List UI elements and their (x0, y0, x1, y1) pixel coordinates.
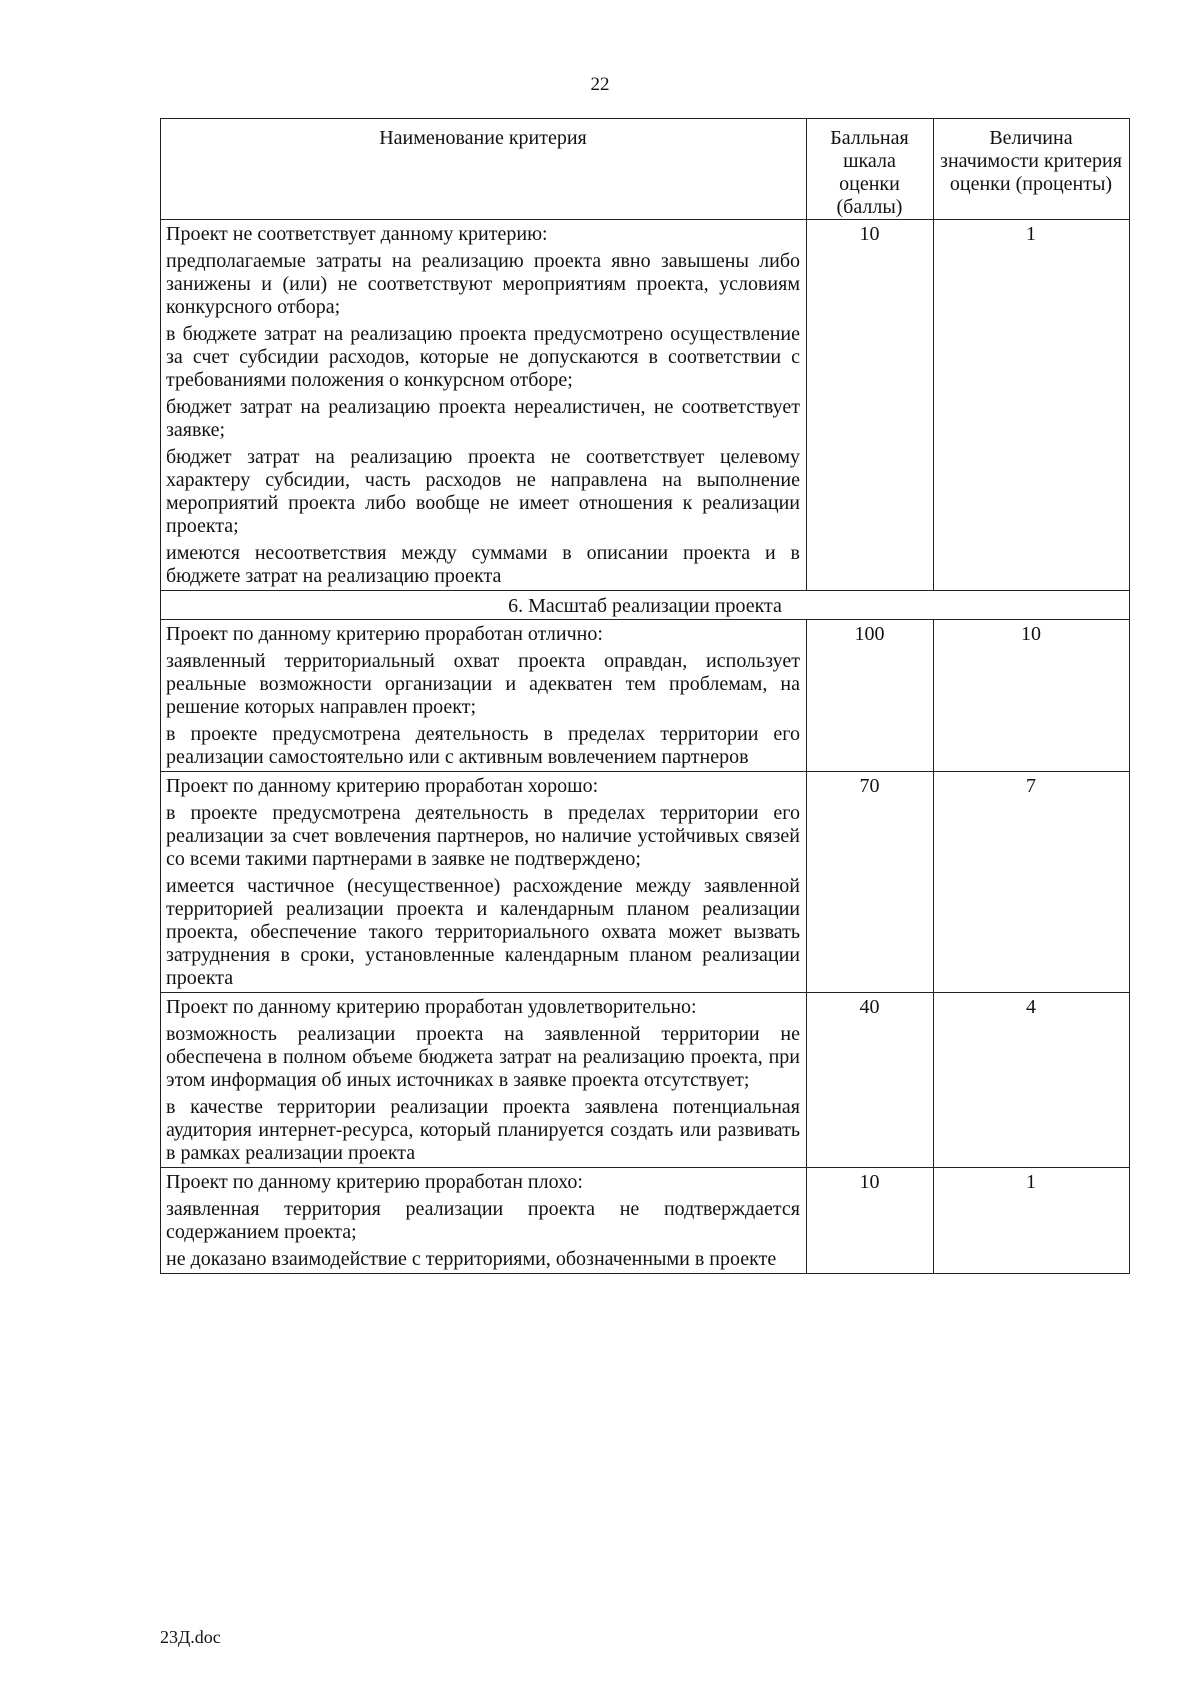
weight-cell: 1 (933, 220, 1129, 591)
table-row (161, 993, 1130, 1168)
criterion-paragraph: Проект по данному критерию проработан плохо: (166, 1171, 583, 1193)
section-title: 6. Масштаб реализации проекта (161, 591, 1130, 620)
criterion-paragraph: имеются несоответствия между суммами в описании проекта и в бюджете затрат на реализацию проекта (166, 542, 800, 587)
header-criterion-weight: Величина значимости критерия оценки (проценты) (933, 119, 1129, 220)
section-header-row (161, 591, 1130, 620)
header-score-scale: Балльная шкала оценки (баллы) (807, 119, 934, 220)
score-cell: 10 (807, 1168, 934, 1274)
score-cell: 40 (807, 993, 934, 1168)
table-header-row (161, 119, 1130, 220)
criterion-paragraph: Проект по данному критерию проработан отлично: (166, 623, 603, 645)
criterion-description-cell (161, 1168, 807, 1274)
criterion-description-cell (161, 620, 807, 772)
table-section (161, 591, 1130, 620)
criterion-paragraph: Проект не соответствует данному критерию: (166, 223, 548, 245)
table-row (161, 772, 1130, 993)
weight-cell: 7 (933, 772, 1129, 993)
weight-cell: 1 (933, 1168, 1129, 1274)
criterion-paragraph: заявленный территориальный охват проекта оправдан, использует реальные возможности организации и адекватен тем проблемам, на решение которых направлен проект; (166, 650, 800, 718)
criterion-paragraph: в проекте предусмотрена деятельность в пределах территории его реализации за счет вовлечения партнеров, но наличие устойчивых связей со всеми такими партнерами в заявке не подтверждено; (166, 802, 800, 870)
criteria-table (160, 118, 1130, 1274)
criterion-description-cell (161, 220, 807, 591)
criterion-paragraph: заявленная территория реализации проекта не подтверждается содержанием проекта; (166, 1198, 800, 1243)
score-cell: 70 (807, 772, 934, 993)
criterion-paragraph: в бюджете затрат на реализацию проекта предусмотрено осуществление за счет субсидии расходов, которые не допускаются в соответствии с требованиями положения о конкурсном отборе; (166, 323, 800, 391)
criterion-paragraph: не доказано взаимодействие с территориями, обозначенными в проекте (166, 1248, 777, 1270)
criterion-description-cell (161, 772, 807, 993)
criterion-paragraph: Проект по данному критерию проработан хорошо: (166, 775, 599, 797)
score-cell: 100 (807, 620, 934, 772)
table-body-section (161, 620, 1130, 1274)
header-criterion-name: Наименование критерия (161, 119, 807, 220)
weight-cell: 10 (933, 620, 1129, 772)
criterion-paragraph: в проекте предусмотрена деятельность в пределах территории его реализации самостоятельно или с активным вовлечением партнеров (166, 723, 800, 768)
table-row (161, 1168, 1130, 1274)
criterion-paragraph: бюджет затрат на реализацию проекта нереалистичен, не соответствует заявке; (166, 396, 800, 441)
criterion-paragraph: Проект по данному критерию проработан удовлетворительно: (166, 996, 697, 1018)
footer-filename: 23Д.doc (160, 1627, 221, 1647)
table-body-top (161, 220, 1130, 591)
criterion-paragraph: предполагаемые затраты на реализацию проекта явно завышены либо занижены и (или) не соответствуют мероприятиям проекта, условиям конкурсного отбора; (166, 250, 800, 318)
score-cell: 10 (807, 220, 934, 591)
criterion-paragraph: в качестве территории реализации проекта заявлена потенциальная аудитория интернет-ресурса, который планируется создать или развивать в рамках реализации проекта (166, 1096, 800, 1164)
page-number: 22 (590, 74, 610, 95)
table-row (161, 220, 1130, 591)
criterion-paragraph: бюджет затрат на реализацию проекта не соответствует целевому характеру субсидии, часть расходов не направлена на выполнение мероприятий проекта либо вообще не имеет отношения к реализации проекта; (166, 446, 800, 537)
criterion-description-cell (161, 993, 807, 1168)
criterion-paragraph: возможность реализации проекта на заявленной территории не обеспечена в полном объеме бюджета затрат на реализацию проекта, при этом информация об иных источниках в заявке проекта отсутствует; (166, 1023, 800, 1091)
criterion-paragraph: имеется частичное (несущественное) расхождение между заявленной территорией реализации проекта и календарным планом реализации проекта, обеспечение такого территориального охвата может вызвать затруднения в сроки, установленные календарным планом реализации проекта (166, 875, 800, 989)
table-row (161, 620, 1130, 772)
weight-cell: 4 (933, 993, 1129, 1168)
